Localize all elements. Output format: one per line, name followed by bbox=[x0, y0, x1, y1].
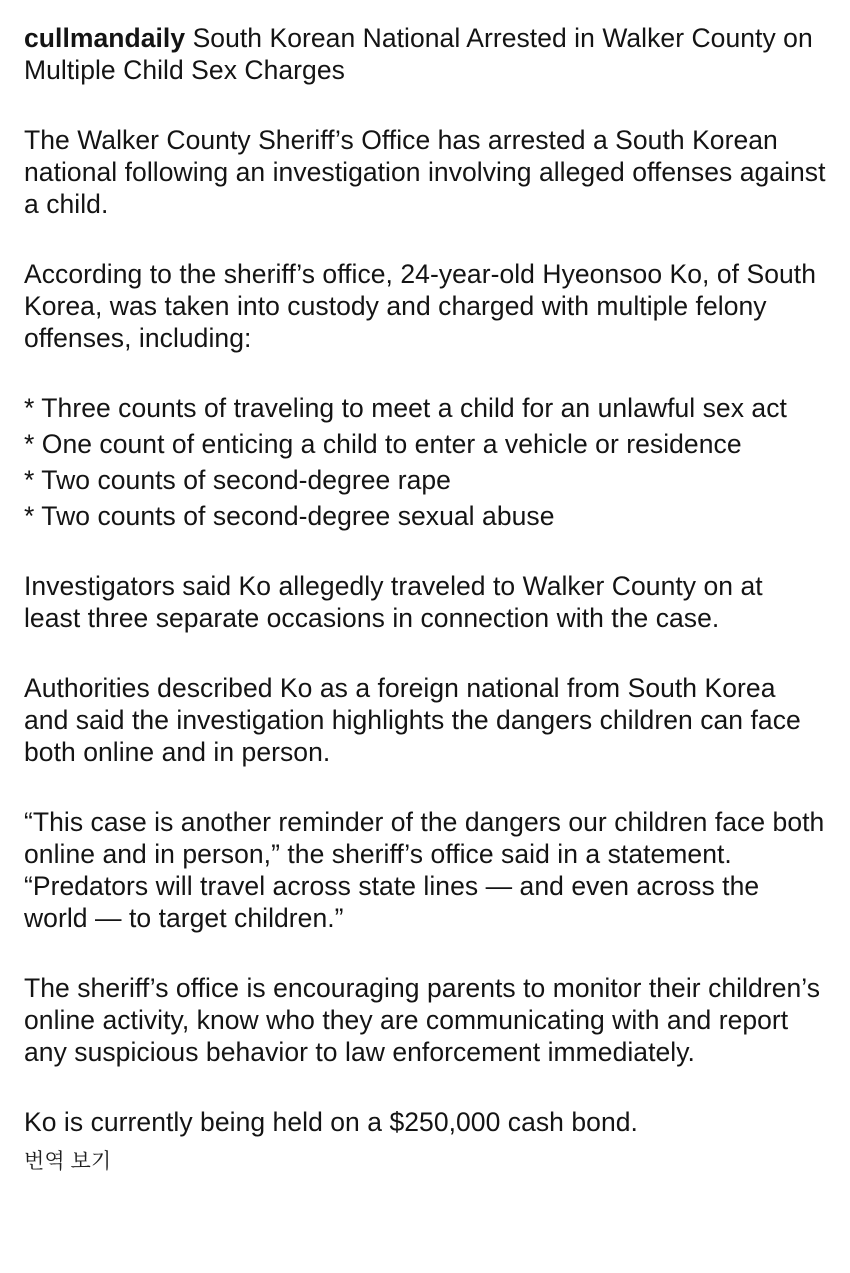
caption-paragraph: According to the sheriff’s office, 24-year-old Hyeonsoo Ko, of South Korea, was taken into custody and charged with multiple felony offenses, including: bbox=[24, 259, 816, 353]
charges-list bbox=[24, 392, 826, 532]
caption-paragraph: Authorities described Ko as a foreign national from South Korea and said the investigation highlights the dangers children can face both online and in person. bbox=[24, 673, 801, 767]
caption-paragraph: Investigators said Ko allegedly traveled to Walker County on at least three separate occasions in connection with the case. bbox=[24, 571, 763, 633]
caption-headline bbox=[24, 22, 826, 86]
headline-text: South Korean National Arrested in Walker County on Multiple Child Sex Charges bbox=[24, 23, 813, 85]
caption-paragraph: The Walker County Sheriff’s Office has arrested a South Korean national following an investigation involving alleged offenses against a child. bbox=[24, 125, 826, 219]
charge-item: * Two counts of second-degree rape bbox=[24, 465, 451, 495]
username-link[interactable]: cullmandaily bbox=[24, 23, 186, 53]
charge-item: * Two counts of second-degree sexual abuse bbox=[24, 501, 555, 531]
charge-item: * Three counts of traveling to meet a child for an unlawful sex act bbox=[24, 393, 787, 423]
caption-paragraph: The sheriff’s office is encouraging parents to monitor their children’s online activity, know who they are communicating with and report any suspicious behavior to law enforcement immediately. bbox=[24, 973, 821, 1067]
caption-quote: “This case is another reminder of the dangers our children face both online and in person,” the sheriff’s office said in a statement. “Predators will travel across state lines — and even across the world — to target children.” bbox=[24, 807, 825, 933]
caption-paragraph: Ko is currently being held on a $250,000 cash bond. bbox=[24, 1107, 638, 1137]
charge-item: * One count of enticing a child to enter a vehicle or residence bbox=[24, 429, 742, 459]
see-translation-link[interactable]: 번역 보기 bbox=[24, 1150, 112, 1173]
